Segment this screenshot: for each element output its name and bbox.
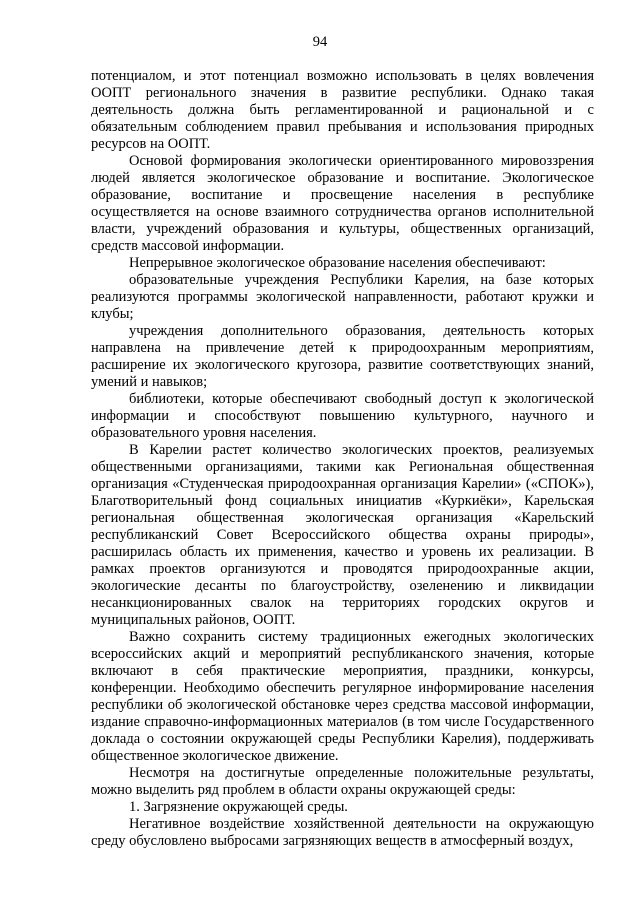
paragraph: Негативное воздействие хозяйственной деятельности на окружающую среду обусловлено выбросами загрязняющих веществ в атмосферный воздух,: [91, 816, 594, 849]
page-number: 94: [312, 34, 328, 50]
paragraph: Важно сохранить систему традиционных ежегодных экологических всероссийских акций и мероприятий республиканского значения, которые включают в себя практические мероприятия, праздники, конкурсы, конференции. Необходимо обеспечить регулярное информирование населения республики об экологической обстановке через средства массовой информации, издание справочно-информационных материалов (в том числе Государственного доклада о состоянии окружающей среды Республики Карелия), поддерживать общественное экологическое движение.: [91, 629, 594, 764]
list-item: учреждения дополнительного образования, деятельность которых направлена на привлечение детей к природоохранным мероприятиям, расширение их экологического кругозора, развитие соответствующих знаний, умений и навыков;: [91, 323, 594, 390]
paragraph: Непрерывное экологическое образование населения обеспечивают:: [129, 255, 546, 271]
paragraph: Основой формирования экологически ориентированного мировоззрения людей является экологическое образование и воспитание. Экологическое образование, воспитание и просвещение населения в республике осуществляется на основе взаимного сотрудничества органов исполнительной власти, учреждений образования и культуры, общественных организаций, средств массовой информации.: [91, 153, 594, 254]
paragraph: В Карелии растет количество экологических проектов, реализуемых общественными организациями, такими как Региональная общественная организация «Студенческая природоохранная организация Карелии» («СПОК»), Благотворительный фонд социальных инициатив «Куркиёки», Карельская региональная общественная экологическая организация «Карельский республиканский Совет Всероссийского общества охраны природы», расширилась область их применения, качество и уровень их реализации. В рамках проектов организуются и проводятся природоохранные акции, экологические десанты по благоустройству, озеленению и ликвидации несанкционированных свалок на территориях городских округов и муниципальных районов, ООПТ.: [91, 442, 594, 628]
list-item: образовательные учреждения Республики Карелия, на базе которых реализуются программы экологической направленности, работают кружки и клубы;: [91, 272, 594, 322]
list-item: библиотеки, которые обеспечивают свободный доступ к экологической информации и способствуют повышению культурного, научного и образовательного уровня населения.: [91, 391, 594, 441]
paragraph: потенциалом, и этот потенциал возможно использовать в целях вовлечения ООПТ регионального значения в развитие республики. Однако такая деятельность должна быть регламентированной и рациональной и с обязательным соблюдением правил пребывания и использования природных ресурсов на ООПТ.: [91, 68, 594, 152]
page-body: [91, 68, 594, 850]
section-heading: 1. Загрязнение окружающей среды.: [129, 799, 348, 815]
paragraph: Несмотря на достигнутые определенные положительные результаты, можно выделить ряд проблем в области охраны окружающей среды:: [91, 765, 594, 798]
